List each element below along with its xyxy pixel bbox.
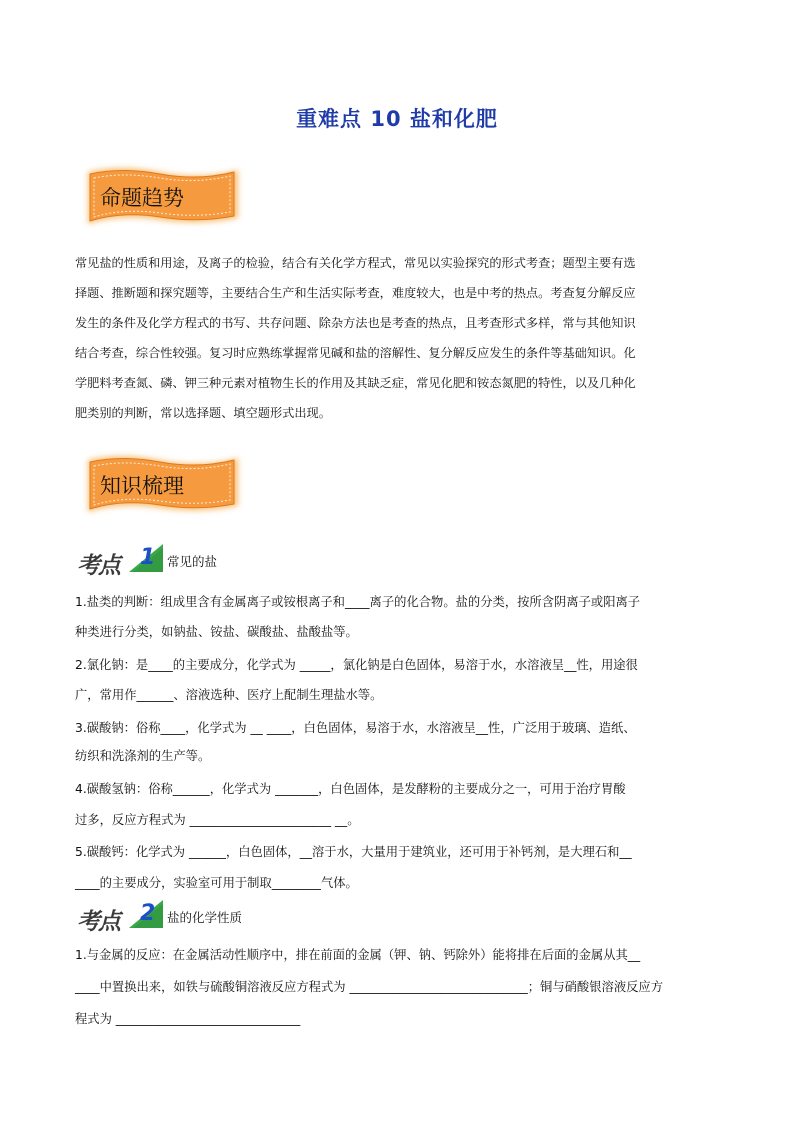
kd2-line: 1.与金属的反应：在金属活动性顺序中，排在前面的金属（钾、钠、钙除外）能将排在后面的金属从其__ [75, 948, 641, 962]
kd1-line: 种类进行分类，如钠盐、铵盐、碳酸盐、盐酸盐等。 [75, 625, 358, 639]
kd1-line: 4.碳酸氢钠：俗称______，化学式为 _______，白色固体，是发酵粉的主要成分之一，可用于治疗胃酸 [75, 782, 626, 796]
trend-line: 结合考查，综合性较强。复习时应熟练掌握常见碱和盐的溶解性、复分解反应发生的条件等基础知识。化 [75, 346, 636, 360]
kaodian-1-title: 常见的盐 [167, 554, 218, 569]
trend-paragraph [75, 248, 723, 428]
kaodian-2-title: 盐的化学性质 [167, 910, 243, 925]
trend-banner [88, 170, 238, 228]
kaodian-2-header [75, 896, 243, 935]
kaodian-badge-number: 1 [140, 545, 156, 570]
kaodian-badge-number: 2 [140, 901, 156, 926]
kaodian-1-header [75, 540, 218, 579]
trend-banner-label: 命题趋势 [100, 186, 184, 210]
kaodian-badge-num [127, 542, 167, 574]
page-title: 重难点 10 盐和化肥 [296, 107, 498, 131]
kd1-line: 3.碳酸钠：俗称____，化学式为 __ ____，白色固体，易溶于水，水溶液呈__性，广泛用于玻璃、造纸、 [75, 721, 636, 735]
trend-line: 学肥料考查氮、磷、钾三种元素对植物生长的作用及其缺乏症，常见化肥和铵态氮肥的特性，以及几种化 [75, 376, 636, 390]
kd2-line: 程式为 ______________________________ [75, 1012, 301, 1026]
kd1-line: 5.碳酸钙：化学式为 ______，白色固体，__溶于水，大量用于建筑业，还可用于补钙剂，是大理石和__ [75, 845, 632, 859]
kaodian-badge-text: 考点 [77, 553, 119, 579]
kd1-line: ____的主要成分，实验室可用于制取________气体。 [75, 876, 358, 890]
kaodian-badge-text: 考点 [77, 909, 119, 935]
kd1-line: 广，常用作______、溶液选种、医疗上配制生理盐水等。 [75, 688, 383, 702]
trend-line: 常见盐的性质和用途，及离子的检验，结合有关化学方程式，常见以实验探究的形式考查；题型主要有选 [75, 256, 636, 270]
trend-line: 择题、推断题和探究题等，主要结合生产和生活实际考查，难度较大，也是中考的热点。考查复分解反应 [75, 286, 636, 300]
trend-line: 发生的条件及化学方程式的书写、共存问题、除杂方法也是考查的热点，且考查形式多样，常与其他知识 [75, 316, 636, 330]
kd1-line: 纺织和洗涤剂的生产等。 [75, 749, 211, 763]
kaodian-badge [75, 898, 169, 935]
knowledge-banner [88, 458, 238, 516]
kd1-line: 2.氯化钠：是____的主要成分，化学式为 _____，氯化钠是白色固体，易溶于水，水溶液呈__性，用途很 [75, 658, 638, 672]
knowledge-banner-label: 知识梳理 [100, 474, 184, 498]
trend-line: 肥类别的判断，常以选择题、填空题形式出现。 [75, 406, 331, 420]
kd1-line: 1.盐类的判断：组成里含有金属离子或铵根离子和____离子的化合物。盐的分类，按所含阴离子或阳离子 [75, 595, 641, 609]
kd1-line: 过多，反应方程式为 _______________________ __。 [75, 813, 360, 827]
kaodian-badge [75, 542, 169, 579]
kaodian-badge-num [127, 898, 167, 930]
kd2-line: ____中置换出来，如铁与硫酸铜溶液反应方程式为 _____________________________；铜与硝酸银溶液反应方 [75, 980, 664, 994]
